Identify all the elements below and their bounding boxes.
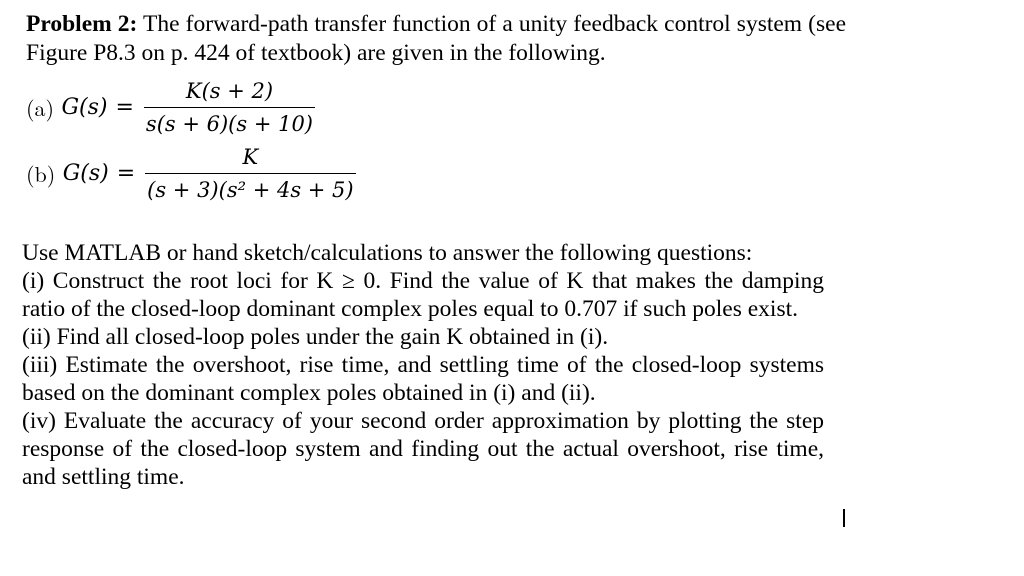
equation-b-numerator: K: [242, 145, 259, 169]
equation-a-lhs: G(s): [61, 95, 108, 120]
question-iv: (iv) Evaluate the accuracy of your second order approximation by plotting the step response of the closed-loop system and finding out the actual overshoot, rise time, and settling time.: [22, 408, 824, 490]
problem-label: Problem 2:: [26, 11, 138, 37]
question-ii: (ii) Find all closed-loop poles under the gain K obtained in (i).: [22, 324, 609, 350]
equation-b: [26, 144, 356, 203]
equation-a: [26, 78, 315, 137]
problem-statement: [26, 10, 846, 68]
equation-a-label: (a): [26, 92, 62, 123]
problem-intro: The forward-path transfer function of a unity feedback control system (see Figure P8.3 on p. 424 of textbook) are given in the following.: [26, 11, 847, 66]
equation-b-equals: =: [116, 161, 136, 186]
equation-b-fraction: [145, 144, 355, 203]
equation-b-label: (b): [26, 158, 63, 189]
question-i: (i) Construct the root loci for K ≥ 0. Find the value of K that makes the damping ratio of the closed-loop dominant complex poles equal to 0.707 if such poles exist.: [22, 268, 824, 322]
equation-b-denominator: (s + 3)(s² + 4s + 5): [145, 173, 355, 203]
equation-b-lhs: G(s): [62, 161, 109, 186]
instructions-lead: Use MATLAB or hand sketch/calculations to answer the following questions:: [22, 240, 753, 266]
equation-a-numerator: K(s + 2): [185, 79, 274, 103]
equation-a-equals: =: [115, 95, 134, 120]
equation-a-fraction: [144, 78, 315, 137]
question-iii: (iii) Estimate the overshoot, rise time, and settling time of the closed-loop systems based on the dominant complex poles obtained in (i) and (ii).: [22, 352, 824, 406]
equation-a-denominator: s(s + 6)(s + 10): [144, 107, 315, 137]
instructions: [22, 239, 824, 491]
text-cursor: [843, 509, 845, 527]
